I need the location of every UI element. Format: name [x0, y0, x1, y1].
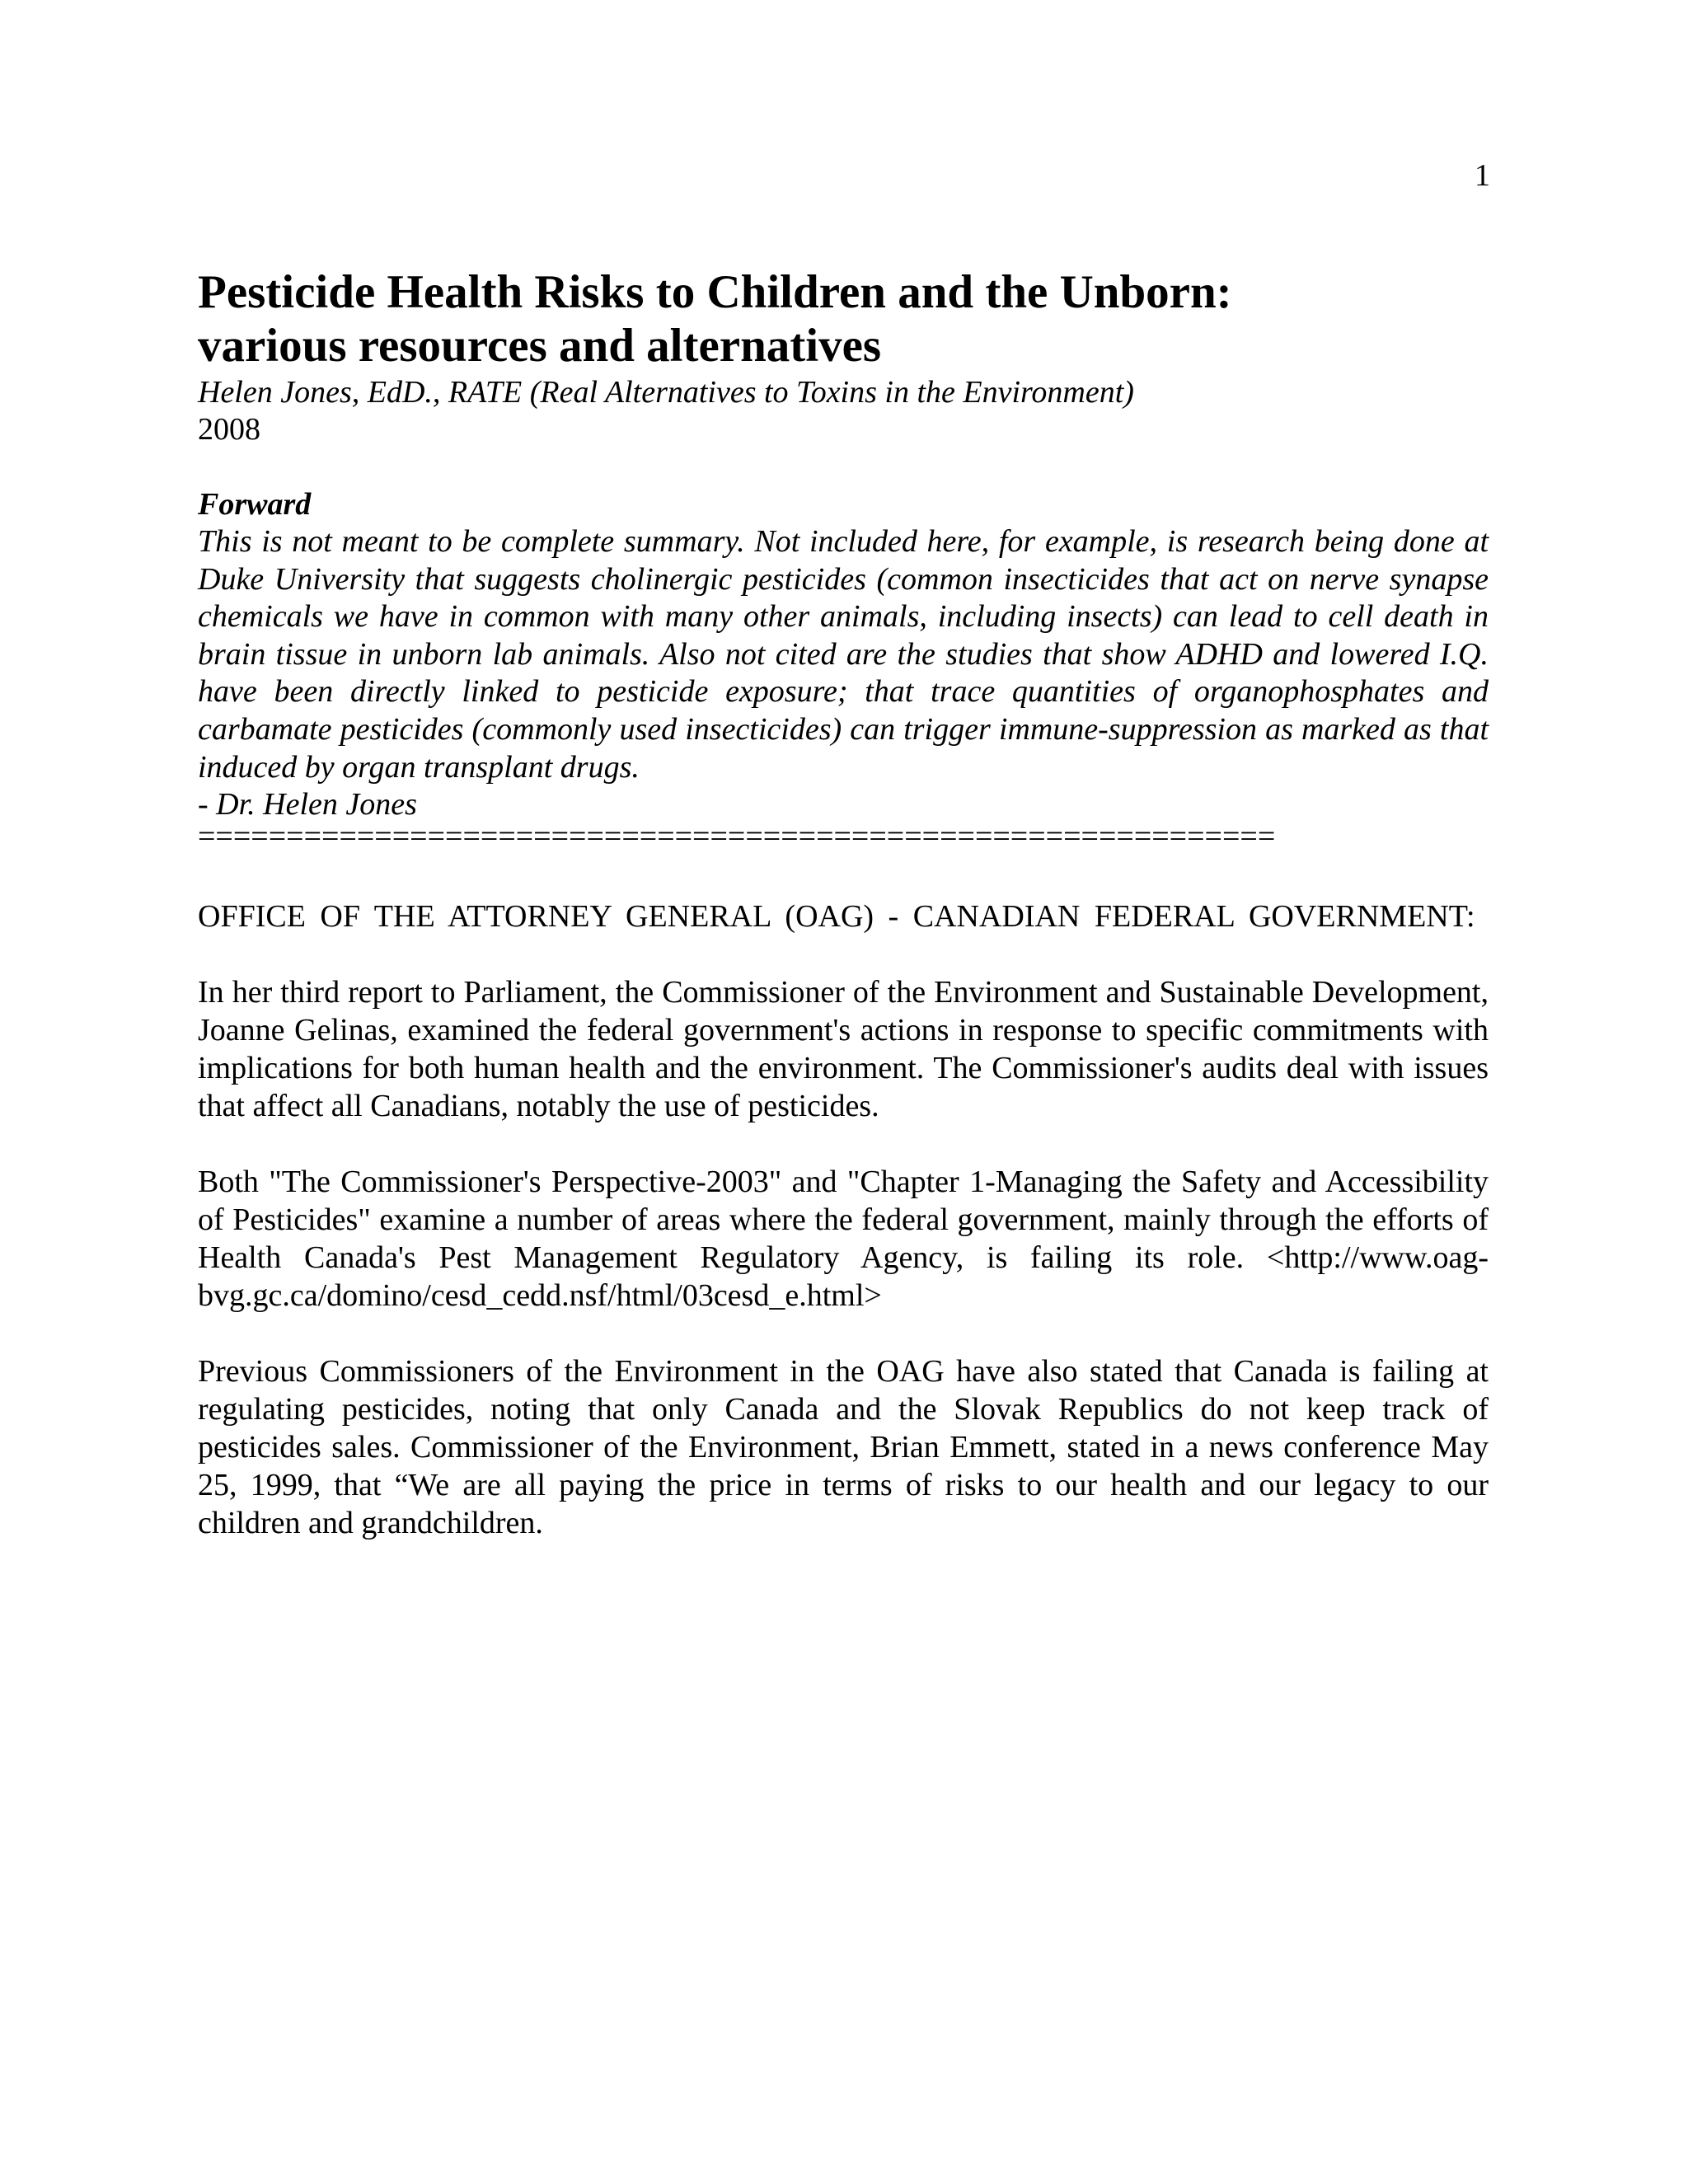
- document-content: [198, 265, 1489, 1542]
- section-divider: =============================================================: [198, 823, 1276, 851]
- forward-heading: Forward: [198, 487, 312, 522]
- forward-signature: - Dr. Helen Jones: [198, 787, 417, 823]
- section-heading: OFFICE OF THE ATTORNEY GENERAL (OAG) - CANADIAN FEDERAL GOVERNMENT:: [198, 899, 1475, 935]
- title-line-1: Pesticide Health Risks to Children and the Unborn:: [198, 266, 1232, 318]
- body-paragraph: In her third report to Parliament, the Commissioner of the Environment and Sustainable Development, Joanne Gelinas, examined the federal government's actions in response to specific commitments with implications for both human health and the environment. The Commissioner's audits deal with issues that affect all Canadians, notably the use of pesticides.: [198, 975, 1489, 1124]
- publication-year: 2008: [198, 412, 260, 447]
- page-number: 1: [1475, 158, 1490, 193]
- forward-body: This is not meant to be complete summary. Not included here, for example, is research being done at Duke University that suggests cholinergic pesticides (common insecticides that act on nerve synapse chemicals we have in common with many other animals, including insects) can lead to cell death in brain tissue in unborn lab animals. Also not cited are the studies that show ADHD and lowered I.Q. have been directly linked to pesticide exposure; that trace quantities of organophosphates and carbamate pesticides (commonly used insecticides) can trigger immune-suppression as marked as that induced by organ transplant drugs.: [198, 524, 1489, 785]
- document-title: [198, 265, 1489, 373]
- author-line: Helen Jones, EdD., RATE (Real Alternatives to Toxins in the Environment): [198, 375, 1134, 410]
- body-paragraph: Previous Commissioners of the Environment in the OAG have also stated that Canada is failing at regulating pesticides, noting that only Canada and the Slovak Republics do not keep track of pesticides sales. Commissioner of the Environment, Brian Emmett, stated in a news conference May 25, 1999, that “We are all paying the price in terms of risks to our health and our legacy to our children and grandchildren.: [198, 1354, 1489, 1541]
- body-paragraph: Both "The Commissioner's Perspective-2003" and "Chapter 1-Managing the Safety and Accessibility of Pesticides" examine a number of areas where the federal government, mainly through the efforts of Health Canada's Pest Management Regulatory Agency, is failing its role. <http://www.oag-bvg.gc.ca/domino/cesd_cedd.nsf/html/03cesd_e.html>: [198, 1165, 1489, 1314]
- title-line-2: various resources and alternatives: [198, 320, 882, 372]
